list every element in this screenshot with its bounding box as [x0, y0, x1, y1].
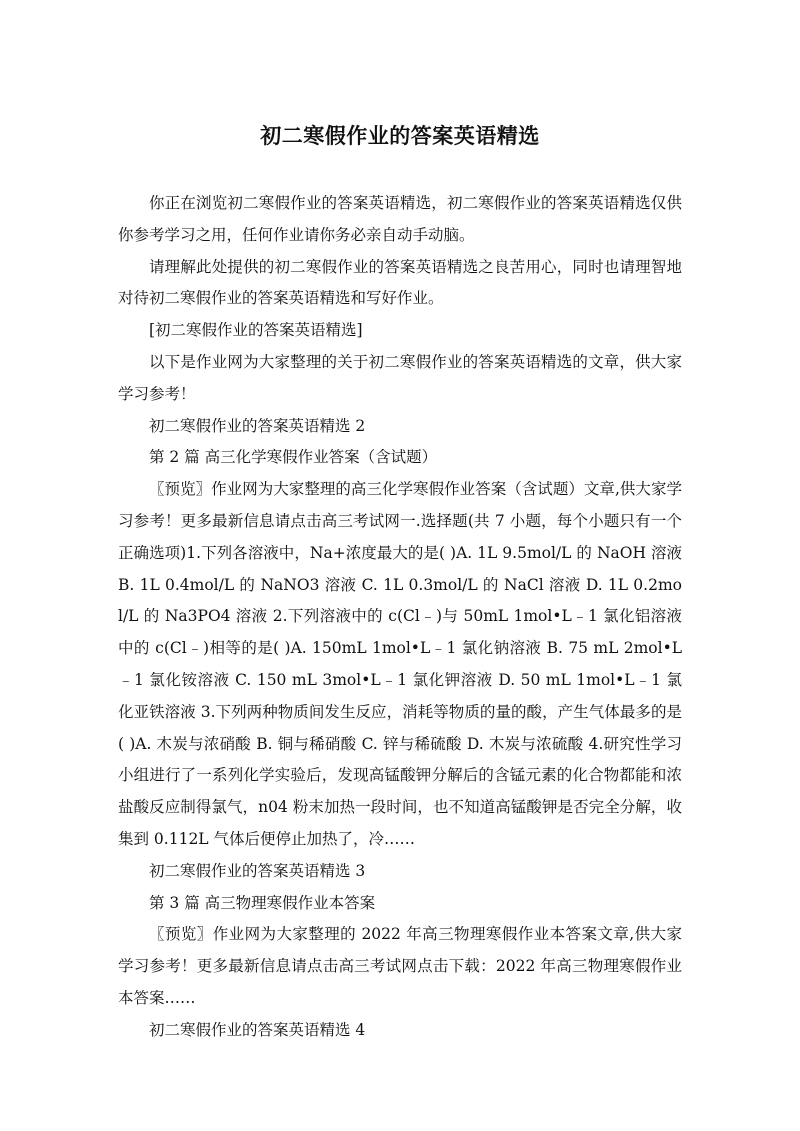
- document-title: 初二寒假作业的答案英语精选: [260, 124, 540, 148]
- paragraph-intro: 你正在浏览初二寒假作业的答案英语精选，初二寒假作业的答案英语精选仅供你参考学习之用，任何作业请你务必亲自动手动脑。: [118, 194, 682, 244]
- article-title-3: 第 3 篇 高三物理寒假作业本答案: [149, 893, 376, 912]
- article-title-2: 第 2 篇 高三化学寒假作业答案（含试题）: [149, 448, 438, 467]
- article-preview-3: 〖预览〗作业网为大家整理的 2022 年高三物理寒假作业本答案文章,供大家学习参考！更多最新信息请点击高三考试网点击下载：2022 年高三物理寒假作业本答案……: [118, 925, 682, 1007]
- document-body: [118, 188, 682, 1047]
- paragraph-bracket-title: [初二寒假作业的答案英语精选]: [149, 321, 363, 340]
- section-heading-3: 初二寒假作业的答案英语精选 3: [149, 861, 366, 880]
- paragraph-advice: 请理解此处提供的初二寒假作业的答案英语精选之良苦用心，同时也请理智地对待初二寒假作业的答案英语精选和写好作业。: [118, 257, 682, 308]
- article-preview-2: 〖预览〗作业网为大家整理的高三化学寒假作业答案（含试题）文章,供大家学习参考！更多最新信息请点击高三考试网一.选择题(共 7 小题，每个小题只有一个正确选项)1.下列各溶液中，Na+浓度最大的是( )A. 1L 9.5mol/L 的 NaOH 溶液 B. 1L 0.4mol/L 的 NaNO3 溶液 C. 1L 0.3mol/L 的 NaCl 溶液 D. 1L 0.2mol/L 的 Na3PO4 溶液 2.下列溶液中的 c(Cl﹣)与 50mL 1mol•L﹣1 氯化铝溶液中的 c(Cl﹣)相等的是( )A. 150mL 1mol•L﹣1 氯化钠溶液 B. 75 mL 2mol•L﹣1 氯化铵溶液 C. 150 mL 3mol•L﹣1 氯化钾溶液 D. 50 mL 1mol•L﹣1 氯化亚铁溶液 3.下列两种物质间发生反应，消耗等物质的量的酸，产生气体最多的是( )A. 木炭与浓硝酸 B. 铜与稀硝酸 C. 锌与稀硫酸 D. 木炭与浓硫酸 4.研究性学习小组进行了一系列化学实验后，发现高锰酸钾分解后的含锰元素的化合物都能和浓盐酸反应制得氯气，n04 粉末加热一段时间，也不知道高锰酸钾是否完全分解，收集到 0.112L 气体后便停止加热了，冷……: [118, 480, 682, 848]
- paragraph-lead: 以下是作业网为大家整理的关于初二寒假作业的答案英语精选的文章，供大家学习参考！: [118, 352, 682, 403]
- section-heading-4: 初二寒假作业的答案英语精选 4: [149, 1020, 366, 1039]
- section-heading-2: 初二寒假作业的答案英语精选 2: [149, 416, 366, 435]
